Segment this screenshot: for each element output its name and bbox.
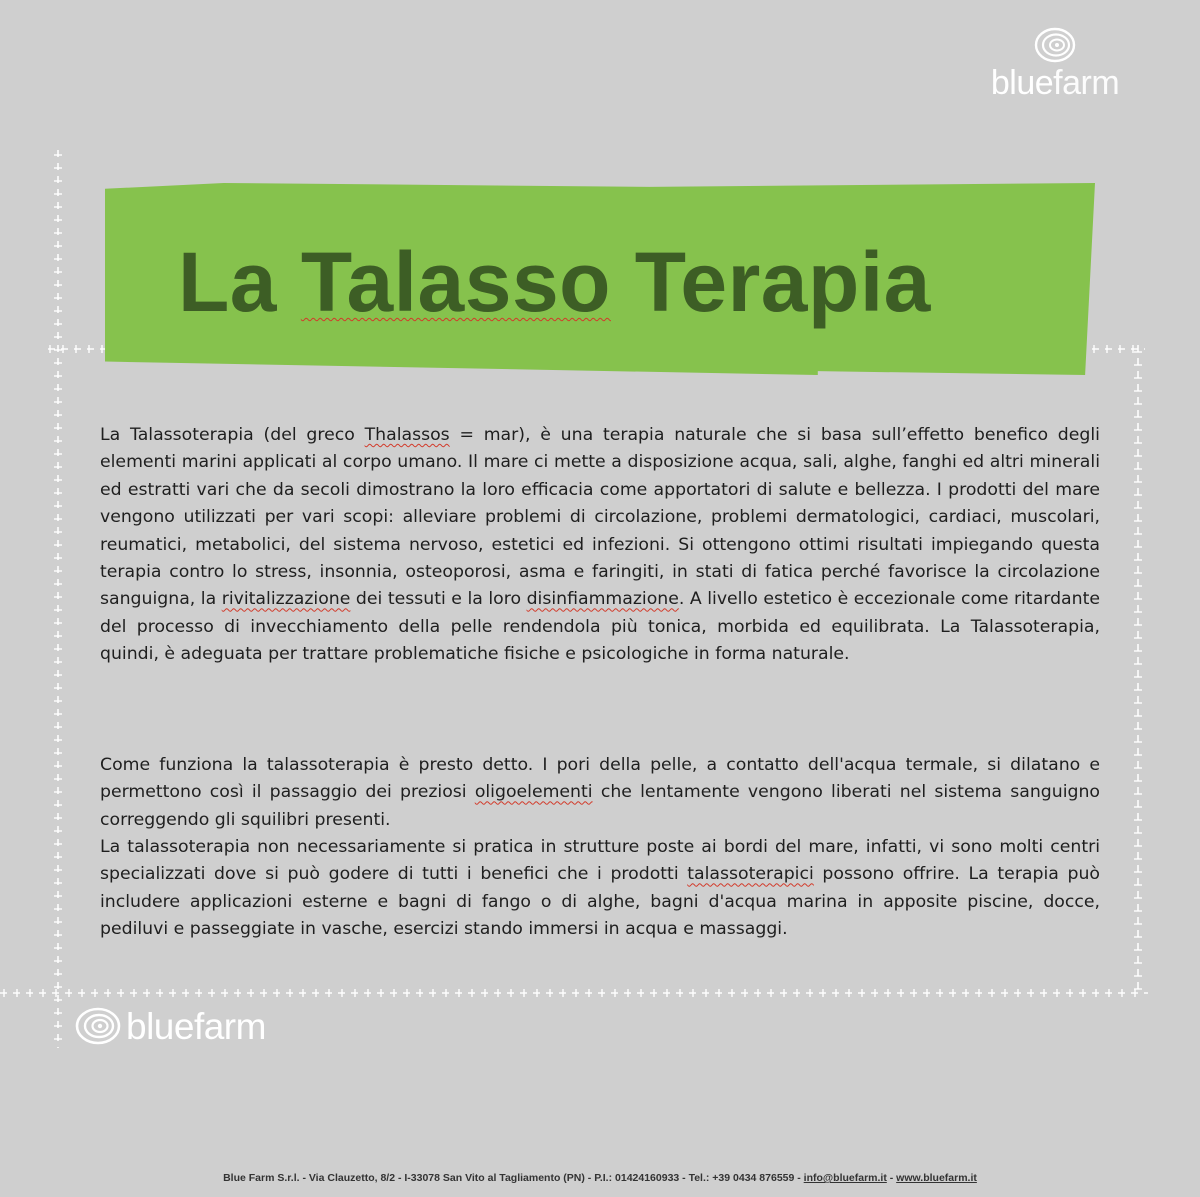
spellcheck-underlined-word: Talasso [300,235,611,329]
email-link[interactable]: info@bluefarm.it [803,1172,887,1184]
bluefarm-swirl-icon [74,1006,122,1046]
bluefarm-swirl-icon [1033,26,1077,64]
where-paragraph: La talassoterapia non necessariamente si pratica in strutture poste ai bordi del mare, infatti, vi sono molti centri specializzati dove si può godere di tutti i benefici che i prodotti talassoterapici possono offrire. La terapia può includere applicazioni esterne e bagni di fango o di alghe, bagni d'acqua marina in apposite piscine, docce, pediluvi e passeggiate in vasche, esercizi stando immersi in acqua e massaggi. [100,837,1100,940]
page-title: La Talasso Terapia [178,235,931,329]
brand-wordmark: bluefarm [126,1005,266,1047]
how-it-works-paragraph: Come funziona la talassoterapia è presto detto. I pori della pelle, a contatto dell'acqua termale, si dilatano e permettono così il passaggio dei preziosi oligoelementi che lentamente vengono liberati nel sistema sanguigno correggendo gli squilibri presenti. [100,755,1100,830]
brand-logo-top [980,26,1130,106]
company-info: Blue Farm S.r.l. - Via Clauzetto, 8/2 - I-33078 San Vito al Tagliamento (PN) - P.I.: 01424160933 - Tel.: +39 0434 876559 - [223,1172,804,1184]
footer-contact-line: Blue Farm S.r.l. - Via Clauzetto, 8/2 - I-33078 San Vito al Tagliamento (PN) - P.I.: 01424160933 - Tel.: +39 0434 876559 - info@bluefarm.it - www.bluefarm.it [223,1172,977,1184]
brand-logo-bottom [74,1004,304,1048]
brand-wordmark: bluefarm [990,64,1120,102]
website-link[interactable]: www.bluefarm.it [896,1172,977,1184]
intro-paragraph: La Talassoterapia (del greco Thalassos = mar), è una terapia naturale che si basa sull’effetto benefico degli elementi marini applicati al corpo umano. Il mare ci mette a disposizione acqua, sali, alghe, fanghi ed altri minerali ed estratti vari che da secoli dimostrano la loro efficacia come apportatori di salute e bellezza. I prodotti del mare vengono utilizzati per vari scopi: alleviare problemi di circolazione, problemi dermatologici, cardiaci, muscolari, reumatici, metabolici, del sistema nervoso, estetici ed infezioni. Si ottengono ottimi risultati impiegando questa terapia contro lo stress, insonnia, osteoporosi, asma e faringiti, in stati di fatica perché favorisce la circolazione sanguigna, la rivitalizzazione dei tessuti e la loro disinfiammazione. A livello estetico è eccezionale come ritardante del processo di invecchiamento della pelle rendendola più tonica, morbida ed equilibrata. La Talassoterapia, quindi, è adeguata per trattare problematiche fisiche e psicologiche in forma naturale. [100,425,1101,665]
